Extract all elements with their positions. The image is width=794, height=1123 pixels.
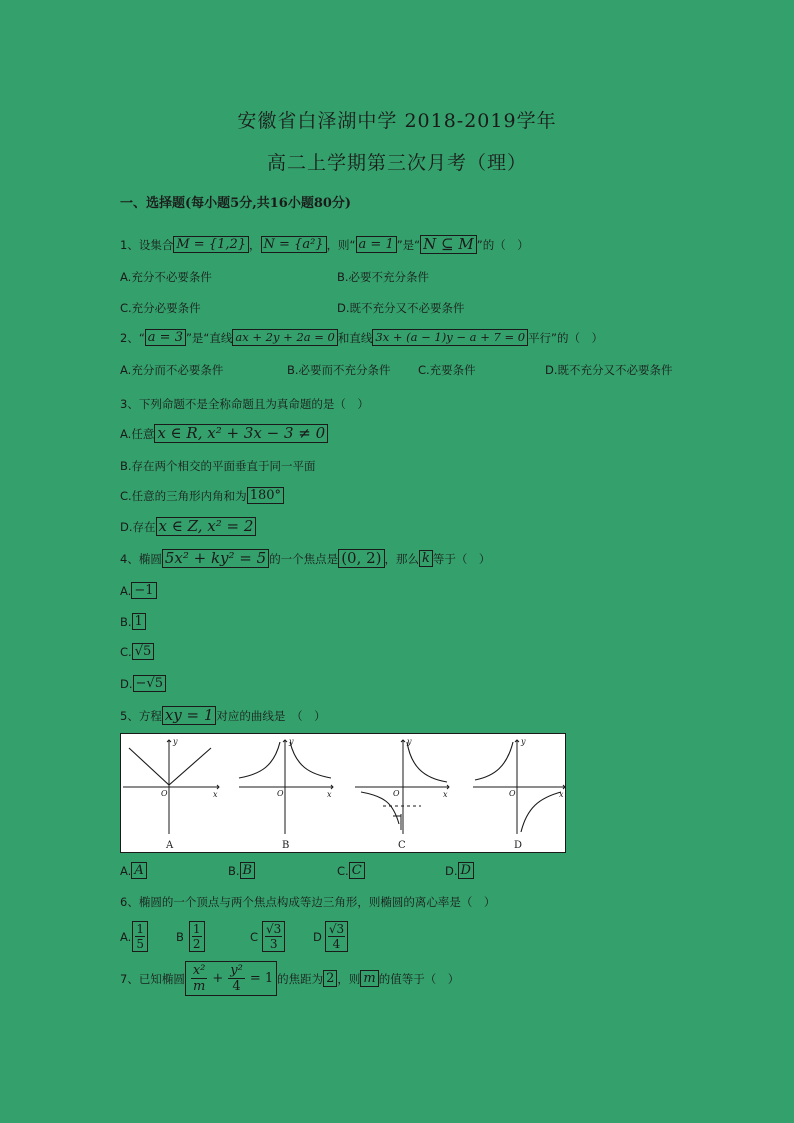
fraction-numerator: √3 <box>328 922 345 936</box>
q6-option-d <box>313 921 348 952</box>
q4-option-a <box>120 582 157 599</box>
q5-option-d-label: D. <box>445 863 458 878</box>
q5-option-a <box>120 862 147 879</box>
q3-option-a-label: A.任意 <box>120 426 155 441</box>
q2-option-a: A.充分而不必要条件 <box>120 363 224 377</box>
q1-formula-m: M = {1,2} <box>173 236 249 253</box>
q1-option-c: C.充分必要条件 <box>120 301 201 315</box>
q1-option-d: D.既不充分又不必要条件 <box>337 301 465 315</box>
graph-d-axis-y: y <box>521 737 526 746</box>
q4-option-b <box>120 613 146 630</box>
q4-formula-ellipse: 5x² + ky² = 5 <box>162 549 269 568</box>
q3-option-c-label: C.任意的三角形内角和为 <box>120 488 247 503</box>
q6-option-b <box>176 921 205 952</box>
q5-text: 5、方程 <box>120 708 162 723</box>
q3-option-d-label: D.存在 <box>120 519 156 534</box>
q1-option-b: B.必要不充分条件 <box>337 270 430 284</box>
graph-d-label: D <box>514 840 523 851</box>
q1-text: ”是“ <box>396 237 421 252</box>
title-line-2: 高二上学期第三次月考（理） <box>266 152 527 174</box>
plus-sign: + <box>212 971 224 986</box>
q6-option-b-fraction <box>189 921 205 952</box>
graph-b <box>239 740 333 834</box>
q5-option-b <box>228 862 255 879</box>
q6-option-a-label: A. <box>120 929 132 944</box>
q1-formula-subset: N ⊆ M <box>420 235 477 254</box>
q4-formula-k: k <box>419 550 433 567</box>
question-2-stem <box>120 329 603 346</box>
q5-formula: xy = 1 <box>162 706 217 725</box>
fraction-denominator: 4 <box>232 979 241 994</box>
fraction-denominator: 2 <box>192 937 201 951</box>
graph-b-axis-x: x <box>327 790 332 799</box>
q7-text: 的值等于（ ） <box>378 971 460 986</box>
graph-d-axis-x: x <box>559 790 564 799</box>
q3-option-a-formula: x ∈ R, x² + 3x − 3 ≠ 0 <box>154 424 328 443</box>
q2-text: ”是“直线 <box>185 330 233 345</box>
q1-text: 1、设集合 <box>120 237 174 252</box>
q4-option-c <box>120 643 154 660</box>
q2-text: 和直线 <box>337 330 373 345</box>
fraction-denominator: 4 <box>332 937 341 951</box>
q4-option-d <box>120 675 166 692</box>
graph-b-label: B <box>282 840 290 851</box>
q4-option-b-formula: 1 <box>132 613 146 630</box>
q5-option-d <box>445 862 474 879</box>
graph-c <box>355 740 449 834</box>
q3-option-d-formula: x ∈ Z, x² = 2 <box>156 517 257 536</box>
q5-option-c-formula: C <box>349 862 365 879</box>
q1-text: ”的（ ） <box>476 237 529 252</box>
q5-option-d-formula: D <box>458 862 474 879</box>
graph-a-axis-x: x <box>213 790 218 799</box>
q5-option-a-label: A. <box>120 863 132 878</box>
graph-a <box>123 740 219 834</box>
graph-d-origin: O <box>509 789 516 798</box>
q2-formula-a: a = 3 <box>145 329 186 346</box>
q7-fraction-y <box>228 963 245 994</box>
graph-a-axis-y: y <box>173 737 178 746</box>
q4-text: 等于（ ） <box>432 551 491 566</box>
fraction-denominator: 3 <box>269 937 278 951</box>
q5-option-c <box>337 862 365 879</box>
graph-b-origin: O <box>277 789 284 798</box>
q5-option-b-formula: B <box>240 862 256 879</box>
fraction-numerator: 1 <box>192 922 201 936</box>
q3-option-c-formula: 180° <box>247 487 284 504</box>
q5-option-c-label: C. <box>337 863 349 878</box>
q6-option-d-label: D <box>313 929 322 944</box>
question-1-stem <box>120 235 529 254</box>
q5-text: 对应的曲线是 （ ） <box>216 708 326 723</box>
graph-d <box>473 740 565 834</box>
question-6-stem: 6、椭圆的一个顶点与两个焦点构成等边三角形，则椭圆的离心率是（ ） <box>120 895 496 909</box>
q3-option-c <box>120 487 284 504</box>
graph-a-label: A <box>166 840 174 851</box>
graph-c-origin: O <box>393 789 400 798</box>
graph-c-axis-y: y <box>407 737 412 746</box>
q7-fraction-x <box>191 963 208 994</box>
q3-option-d <box>120 517 256 536</box>
q4-option-d-formula: −√5 <box>133 675 166 692</box>
fraction-numerator: y² <box>230 963 243 978</box>
q1-formula-n: N = {a²} <box>261 236 327 253</box>
q1-option-a: A.充分不必要条件 <box>120 270 212 284</box>
title-line-1: 安徽省白泽湖中学 2018-2019学年 <box>237 110 557 132</box>
q2-formula-line1: ax + 2y + 2a = 0 <box>232 329 338 346</box>
q6-option-a-fraction <box>132 921 148 952</box>
q1-formula-a: a = 1 <box>356 236 397 253</box>
fraction-denominator: 5 <box>136 937 144 951</box>
q2-option-d: D.既不充分又不必要条件 <box>545 363 673 377</box>
q4-text: 4、椭圆 <box>120 551 162 566</box>
q7-formula-m: m <box>360 970 378 987</box>
q7-formula-ellipse <box>185 961 277 996</box>
graph-b-axis-y: y <box>289 737 294 746</box>
q7-text: 的焦距为 <box>277 971 324 986</box>
q1-text: ，则“ <box>326 237 356 252</box>
q6-option-c-fraction <box>262 921 285 952</box>
fraction-denominator: m <box>192 979 206 994</box>
q6-option-d-fraction <box>325 921 348 952</box>
q7-formula-focal: 2 <box>323 970 337 987</box>
q1-text: ， <box>249 237 261 252</box>
q7-text: ，则 <box>337 971 361 986</box>
q5-option-a-formula: A <box>131 862 146 879</box>
section-heading: 一、选择题(每小题5分,共16小题80分) <box>120 196 352 211</box>
question-7-stem <box>120 961 459 996</box>
q4-formula-focus: (0, 2) <box>338 549 384 568</box>
fraction-numerator: 1 <box>136 922 144 936</box>
q2-formula-line2: 3x + (a − 1)y − a + 7 = 0 <box>372 329 528 346</box>
q7-text: 7、已知椭圆 <box>120 971 185 986</box>
fraction-numerator: √3 <box>266 922 282 936</box>
question-4-stem <box>120 549 490 568</box>
graph-c-label: C <box>398 840 406 851</box>
q2-text: 平行”的（ ） <box>528 330 604 345</box>
q4-text: 的一个焦点是 <box>269 551 339 566</box>
q6-option-c-label: C <box>250 929 259 944</box>
q4-option-a-label: A. <box>120 583 132 598</box>
q5-graphs-svg <box>121 734 565 852</box>
q5-option-b-label: B. <box>228 863 240 878</box>
q3-option-b: B.存在两个相交的平面垂直于同一平面 <box>120 459 316 473</box>
q5-graph-figure <box>120 733 566 853</box>
q6-option-b-label: B <box>176 929 184 944</box>
q3-option-a <box>120 424 328 443</box>
question-3-stem: 3、下列命题不是全称命题且为真命题的是（ ） <box>120 397 369 411</box>
fraction-numerator: x² <box>192 963 206 978</box>
q2-option-b: B.必要而不充分条件 <box>287 363 391 377</box>
equals-one: = 1 <box>249 971 274 986</box>
q6-option-c <box>250 921 285 952</box>
graph-a-origin: O <box>161 789 168 798</box>
q4-option-b-label: B. <box>120 614 132 629</box>
q4-text: ，那么 <box>384 551 420 566</box>
q4-option-c-formula: √5 <box>132 643 155 660</box>
question-5-stem <box>120 706 326 725</box>
q2-option-c: C.充要条件 <box>418 363 476 377</box>
graph-c-axis-x: x <box>443 790 448 799</box>
q4-option-d-label: D. <box>120 676 133 691</box>
q6-option-a <box>120 921 148 952</box>
q4-option-c-label: C. <box>120 644 132 659</box>
q4-option-a-formula: −1 <box>131 582 156 599</box>
q2-text: 2、“ <box>120 330 145 345</box>
